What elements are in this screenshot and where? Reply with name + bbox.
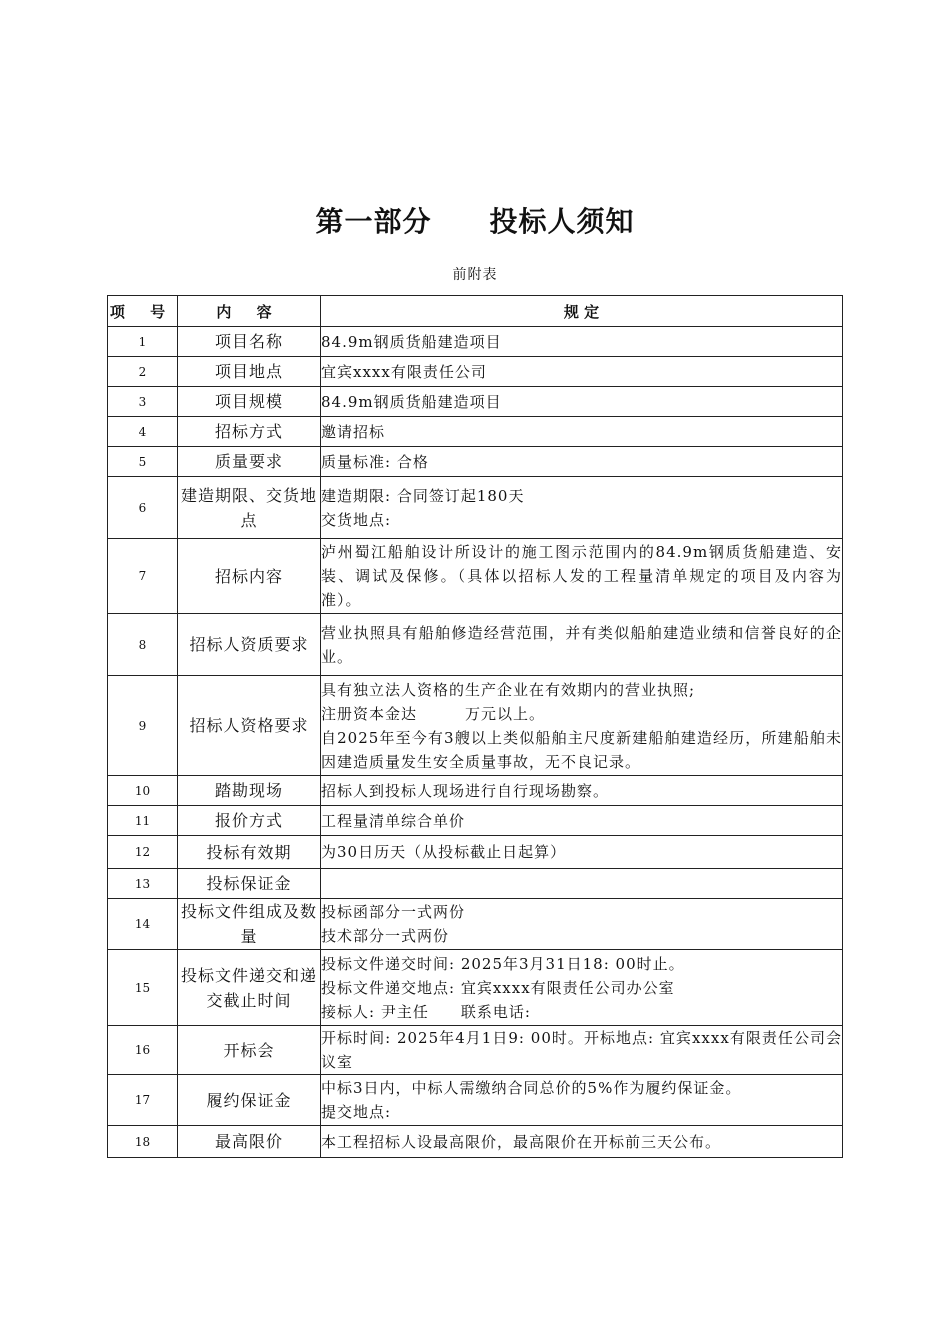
row-item: 项目名称 (178, 327, 321, 357)
row-number: 12 (108, 836, 178, 869)
row-number: 5 (108, 447, 178, 477)
rule-line: 本工程招标人设最高限价，最高限价在开标前三天公布。 (321, 1132, 722, 1151)
row-number: 18 (108, 1126, 178, 1158)
rule-line: 营业执照具有船舶修造经营范围，并有类似船舶建造业绩和信誉良好的企业。 (321, 623, 842, 666)
row-item: 最高限价 (178, 1126, 321, 1158)
row-rule (321, 1075, 843, 1126)
row-item: 招标方式 (178, 417, 321, 447)
row-rule (321, 539, 843, 614)
rule-line: 注册资本金达 万元以上。 (321, 704, 546, 723)
rule-line: 中标3日内，中标人需缴纳合同总价的5%作为履约保证金。 (321, 1079, 742, 1097)
row-rule (321, 869, 843, 899)
table-row (108, 676, 843, 776)
header-no (108, 296, 178, 327)
rule-line: 投标函部分一式两份 (321, 903, 466, 921)
row-number: 15 (108, 950, 178, 1026)
row-item: 投标有效期 (178, 836, 321, 869)
row-rule (321, 447, 843, 477)
rule-line: 邀请招标 (321, 422, 386, 441)
row-rule (321, 1026, 843, 1075)
row-number: 7 (108, 539, 178, 614)
table-row (108, 387, 843, 417)
rule-line: 84.9m钢质货船建造项目 (321, 392, 502, 411)
row-rule (321, 899, 843, 950)
header-item (178, 296, 321, 327)
row-item: 开标会 (178, 1026, 321, 1075)
header-item-label: 内 容 (216, 302, 282, 321)
row-item: 建造期限、交货地点 (178, 477, 321, 539)
row-item: 履约保证金 (178, 1075, 321, 1126)
table-row (108, 1026, 843, 1075)
header-no-label: 项 号 (109, 302, 176, 321)
table-row (108, 357, 843, 387)
row-number: 17 (108, 1075, 178, 1126)
row-number: 4 (108, 417, 178, 447)
row-item: 踏勘现场 (178, 776, 321, 806)
rule-line: 自2025年至今有3艘以上类似船舶主尺度新建船舶建造经历，所建船舶未因建造质量发生安全质量事故，无不良记录。 (321, 728, 842, 771)
table-row (108, 539, 843, 614)
rule-line: 质量标准: 合格 (321, 452, 429, 471)
table-row (108, 776, 843, 806)
table-row (108, 1075, 843, 1126)
table-row (108, 1126, 843, 1158)
rule-line: 工程量清单综合单价 (321, 811, 466, 830)
rule-line: 泸州蜀江船舶设计所设计的施工图示范围内的84.9m钢质货船建造、安装、调试及保修。（具体以招标人发的工程量清单规定的项目及内容为准）。 (321, 543, 842, 609)
row-number: 13 (108, 869, 178, 899)
row-item: 招标人资格要求 (178, 676, 321, 776)
row-number: 6 (108, 477, 178, 539)
row-rule (321, 614, 843, 676)
row-number: 16 (108, 1026, 178, 1075)
table-row (108, 950, 843, 1026)
row-item: 项目地点 (178, 357, 321, 387)
row-item: 投标保证金 (178, 869, 321, 899)
row-rule (321, 387, 843, 417)
rule-line: 宜宾xxxx有限责任公司 (321, 362, 487, 381)
table-row (108, 477, 843, 539)
rule-line: 提交地点: (321, 1103, 392, 1121)
header-rule (321, 296, 843, 327)
row-number: 8 (108, 614, 178, 676)
row-rule (321, 1126, 843, 1158)
row-rule (321, 477, 843, 539)
page-title: 第一部分 投标人须知 (315, 205, 635, 238)
row-item: 质量要求 (178, 447, 321, 477)
rule-line: 开标时间: 2025年4月1日9: 00时。开标地点: 宜宾xxxx有限责任公司会议室 (321, 1029, 842, 1071)
table-row (108, 417, 843, 447)
table-header-row (108, 296, 843, 327)
row-number: 3 (108, 387, 178, 417)
row-rule (321, 676, 843, 776)
table-row (108, 806, 843, 836)
rule-line: 投标文件递交时间: 2025年3月31日18: 00时止。 (321, 954, 685, 973)
rule-line: 为30日历天（从投标截止日起算） (321, 843, 567, 861)
row-item: 招标内容 (178, 539, 321, 614)
row-rule (321, 836, 843, 869)
row-item: 报价方式 (178, 806, 321, 836)
row-item: 投标文件组成及数量 (178, 899, 321, 950)
row-number: 10 (108, 776, 178, 806)
row-item: 投标文件递交和递交截止时间 (178, 950, 321, 1026)
rule-line: 招标人到投标人现场进行自行现场勘察。 (321, 781, 610, 800)
table-row (108, 447, 843, 477)
row-rule (321, 776, 843, 806)
row-item: 招标人资质要求 (178, 614, 321, 676)
row-number: 11 (108, 806, 178, 836)
table-row (108, 327, 843, 357)
table-row (108, 614, 843, 676)
row-number: 9 (108, 676, 178, 776)
row-number: 1 (108, 327, 178, 357)
row-rule (321, 950, 843, 1026)
row-rule (321, 357, 843, 387)
rule-line: 接标人: 尹主任 联系电话: (321, 1002, 531, 1021)
row-number: 2 (108, 357, 178, 387)
rule-line: 交货地点: (321, 510, 392, 529)
row-item: 项目规模 (178, 387, 321, 417)
table-row (108, 899, 843, 950)
table-row (108, 836, 843, 869)
header-rule-label: 规 定 (563, 302, 600, 321)
rule-line: 投标文件递交地点: 宜宾xxxx有限责任公司办公室 (321, 978, 675, 997)
row-rule (321, 417, 843, 447)
table-row (108, 869, 843, 899)
row-number: 14 (108, 899, 178, 950)
row-rule (321, 327, 843, 357)
row-rule (321, 806, 843, 836)
front-table (107, 295, 843, 1158)
rule-line: 84.9m钢质货船建造项目 (321, 332, 502, 351)
rule-line: 建造期限: 合同签订起180天 (321, 486, 525, 505)
table-caption: 前附表 (452, 267, 498, 283)
rule-line: 具有独立法人资格的生产企业在有效期内的营业执照; (321, 680, 696, 699)
rule-line: 技术部分一式两份 (321, 927, 450, 945)
